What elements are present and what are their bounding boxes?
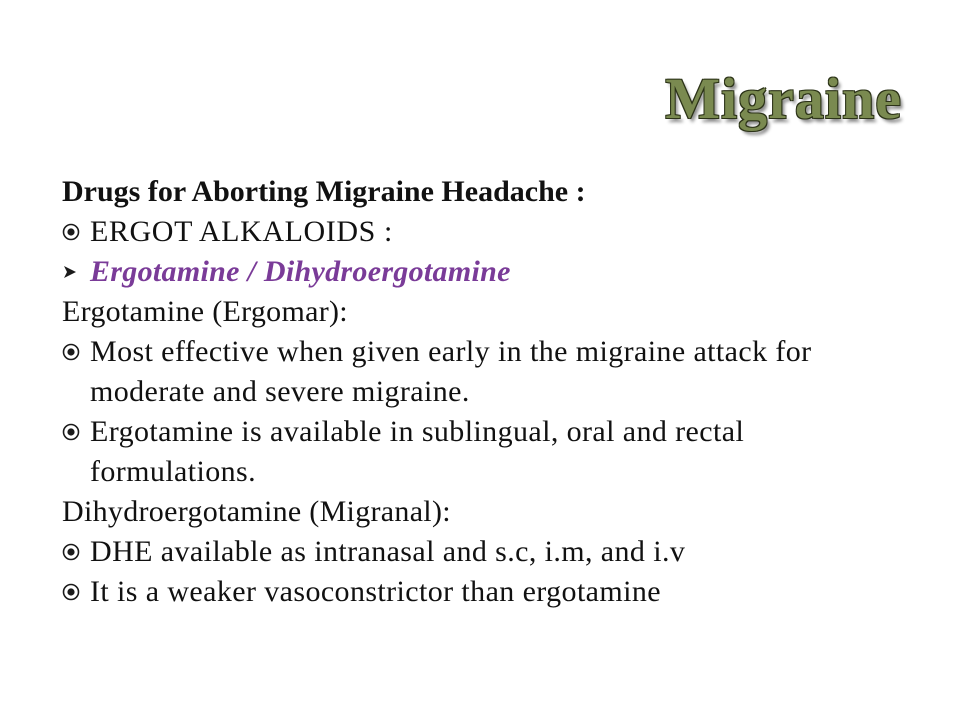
section-heading-ergotamine [62,292,902,332]
bullet-item-label: DHE available as intranasal and s.c, i.m, and i.v [90,535,686,568]
bullet-item-dhe-vasoconstrictor [62,572,902,612]
slide-body [62,172,902,612]
bullet-item-ergot-alkaloids [62,212,902,252]
section-heading-text: Dihydroergotamine (Migranal): [62,495,451,528]
circled-dot-bullet-icon [62,412,90,452]
circled-dot-bullet-icon [62,572,90,612]
section-heading-text: Ergotamine (Ergomar): [62,295,348,328]
bullet-item-ergotamine-effective [62,332,902,412]
bullet-item-label: ERGOT ALKALOIDS : [90,215,393,248]
circled-dot-bullet-icon [62,332,90,372]
sub-bullet-item-label: Ergotamine / Dihydroergotamine [90,255,511,288]
bullet-item-label: Most effective when given early in the migraine attack for moderate and severe migraine. [90,335,812,408]
section-heading-dihydroergotamine [62,492,902,532]
bullet-item-dhe-routes [62,532,902,572]
bullet-item-ergotamine-formulations [62,412,902,492]
slide-title: Migraine [665,66,902,131]
arrowhead-bullet-icon [62,252,90,292]
circled-dot-bullet-icon [62,212,90,252]
section-heading-text: Drugs for Aborting Migraine Headache : [62,175,586,208]
circled-dot-bullet-icon [62,532,90,572]
sub-bullet-item-ergotamine-dhe [62,252,902,292]
bullet-item-label: It is a weaker vasoconstrictor than ergotamine [90,575,661,608]
bullet-item-label: Ergotamine is available in sublingual, oral and rectal formulations. [90,415,745,488]
section-heading-aborting-drugs [62,172,902,212]
